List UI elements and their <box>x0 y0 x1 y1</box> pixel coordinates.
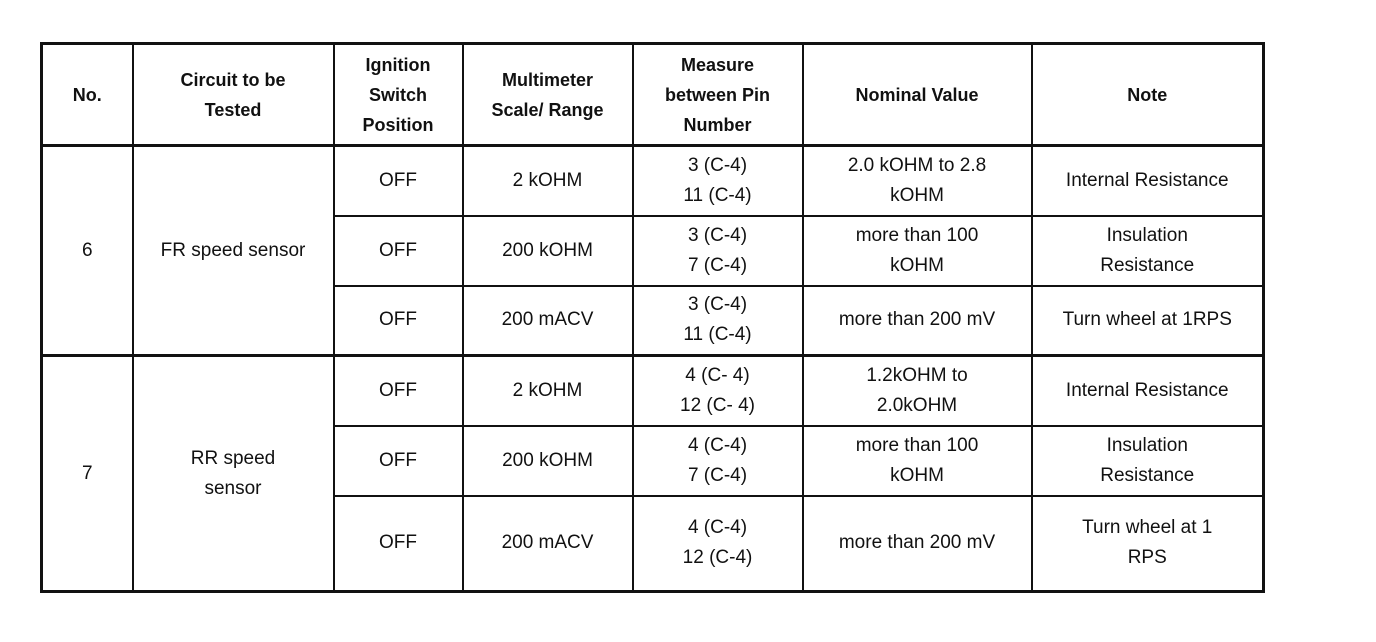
cell-pins: 3 (C-4) 7 (C-4) <box>633 216 803 286</box>
cell-circuit: FR speed sensor <box>133 146 334 356</box>
sensor-test-table-container <box>40 42 1265 593</box>
cell-ignition: OFF <box>334 286 463 356</box>
header-note: Note <box>1032 44 1264 146</box>
cell-nominal: more than 100 kOHM <box>803 216 1032 286</box>
cell-ignition: OFF <box>334 146 463 216</box>
cell-scale: 200 kOHM <box>463 216 633 286</box>
table-row <box>42 146 1264 216</box>
cell-note: Internal Resistance <box>1032 356 1264 426</box>
header-circuit: Circuit to be Tested <box>133 44 334 146</box>
cell-note: Internal Resistance <box>1032 146 1264 216</box>
cell-nominal: 1.2kOHM to 2.0kOHM <box>803 356 1032 426</box>
cell-scale: 200 mACV <box>463 496 633 592</box>
cell-note: Insulation Resistance <box>1032 426 1264 496</box>
cell-ignition: OFF <box>334 216 463 286</box>
cell-nominal: more than 200 mV <box>803 496 1032 592</box>
cell-pins: 3 (C-4) 11 (C-4) <box>633 286 803 356</box>
cell-circuit: RR speed sensor <box>133 356 334 592</box>
cell-pins: 4 (C-4) 7 (C-4) <box>633 426 803 496</box>
cell-nominal: 2.0 kOHM to 2.8 kOHM <box>803 146 1032 216</box>
header-row <box>42 44 1264 146</box>
cell-no: 6 <box>42 146 133 356</box>
cell-scale: 2 kOHM <box>463 146 633 216</box>
cell-scale: 200 mACV <box>463 286 633 356</box>
cell-pins: 3 (C-4) 11 (C-4) <box>633 146 803 216</box>
cell-ignition: OFF <box>334 356 463 426</box>
cell-nominal: more than 200 mV <box>803 286 1032 356</box>
cell-pins: 4 (C- 4) 12 (C- 4) <box>633 356 803 426</box>
cell-ignition: OFF <box>334 426 463 496</box>
cell-note: Turn wheel at 1 RPS <box>1032 496 1264 592</box>
cell-ignition: OFF <box>334 496 463 592</box>
header-ignition: Ignition Switch Position <box>334 44 463 146</box>
cell-note: Insulation Resistance <box>1032 216 1264 286</box>
sensor-test-table <box>40 42 1265 593</box>
header-measure-pins: Measure between Pin Number <box>633 44 803 146</box>
table-row <box>42 356 1264 426</box>
header-no: No. <box>42 44 133 146</box>
header-nominal-value: Nominal Value <box>803 44 1032 146</box>
header-multimeter-scale: Multimeter Scale/ Range <box>463 44 633 146</box>
cell-nominal: more than 100 kOHM <box>803 426 1032 496</box>
cell-no: 7 <box>42 356 133 592</box>
cell-note: Turn wheel at 1RPS <box>1032 286 1264 356</box>
cell-scale: 200 kOHM <box>463 426 633 496</box>
cell-pins: 4 (C-4) 12 (C-4) <box>633 496 803 592</box>
cell-scale: 2 kOHM <box>463 356 633 426</box>
